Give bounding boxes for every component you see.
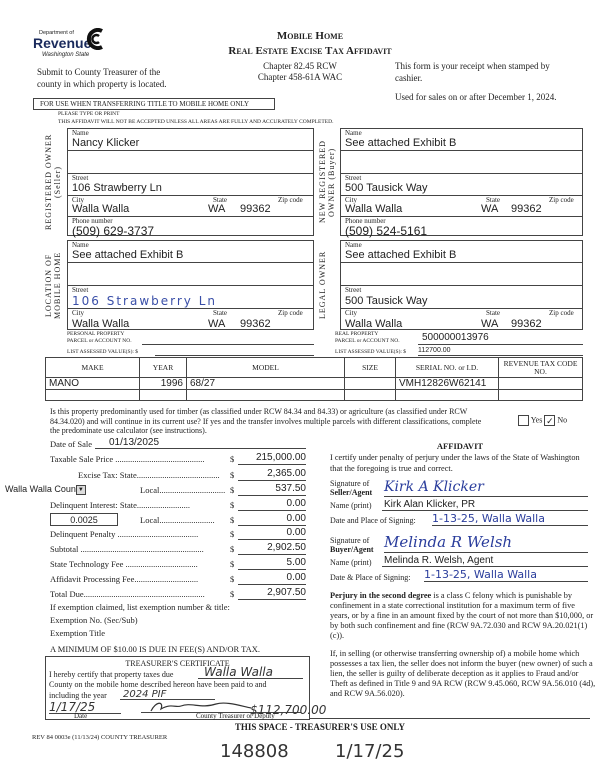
affidavit-processing-fee-label: Affidavit Processing Fee.............................. xyxy=(50,574,199,584)
seller-name-print-label: Name (print) xyxy=(330,501,372,510)
legal-name: See attached Exhibit B xyxy=(345,249,457,261)
seller-name-2-field[interactable] xyxy=(68,151,313,174)
buyer-street-field[interactable] xyxy=(341,174,582,196)
location-city: Walla Walla xyxy=(72,318,130,330)
treasurer-use-only: THIS SPACE - TREASURER'S USE ONLY xyxy=(234,722,406,732)
fee-row-excise-local xyxy=(50,482,306,496)
state-label: State xyxy=(213,309,227,317)
seller-signature[interactable]: Kirk A Klicker xyxy=(384,478,588,497)
col-size: SIZE xyxy=(345,358,396,378)
location-section-label: LOCATION OF MOBILE HOME xyxy=(44,251,62,319)
legal-city-field[interactable] xyxy=(341,309,582,331)
buyer-city: Walla Walla xyxy=(345,203,403,215)
certificate-date-label: Date xyxy=(74,712,88,720)
exemption-no-label: Exemption No. (Sec/Sub) xyxy=(50,615,138,625)
name-label: Name xyxy=(72,129,89,137)
mobile-home-table xyxy=(45,357,583,401)
zip-label: Zip code xyxy=(278,309,303,317)
phone-label: Phone number xyxy=(345,217,386,225)
personal-property-label: PERSONAL PROPERTY xyxy=(67,331,125,337)
affidavit-certify: I certify under penalty of perjury under the laws of the State of Washington that the foregoing is true and correct. xyxy=(330,453,580,473)
receipt-number: 148808 xyxy=(220,741,289,762)
logo-top-text: Department of xyxy=(39,30,74,36)
certificate-line-1: I hereby certify that property taxes due xyxy=(49,670,174,679)
cell-size[interactable] xyxy=(345,378,396,390)
no-label: No xyxy=(557,415,568,425)
dollar-sign: $ xyxy=(230,500,235,510)
receipt-date: 1/17/25 xyxy=(335,741,405,762)
cell-empty[interactable] xyxy=(396,390,499,401)
receipt-line-2: cashier. xyxy=(395,73,423,83)
minimum-due-note: A MINIMUM OF $10.00 IS DUE IN FEE(S) AND/OR TAX. xyxy=(50,644,261,654)
logo-swirl-icon xyxy=(85,28,105,50)
dollar-sign: $ xyxy=(230,485,235,495)
dollar-sign: $ xyxy=(230,559,235,569)
buyer-agent-label: Buyer/Agent xyxy=(330,545,374,554)
seller-box xyxy=(67,128,314,236)
dollar-sign: $ xyxy=(230,544,235,554)
delinquent-interest-local-value[interactable]: 0.00 xyxy=(238,513,306,526)
cell-make[interactable]: MANO xyxy=(46,378,140,390)
seller-name-field[interactable] xyxy=(68,129,313,151)
mobile-only-notice: FOR USE WHEN TRANSFERRING TITLE TO MOBILE HOME ONLY xyxy=(33,98,275,110)
fee-row-affidavit-processing-fee xyxy=(50,571,306,585)
street-label: Street xyxy=(72,286,89,294)
cell-tax-code[interactable] xyxy=(499,378,583,390)
buyer-street: 500 Tausick Way xyxy=(345,182,428,194)
perjury-notice xyxy=(330,591,594,641)
form-title-1: Mobile Home xyxy=(276,30,344,42)
cell-empty[interactable] xyxy=(140,390,187,401)
cell-empty[interactable] xyxy=(499,390,583,401)
col-serial: SERIAL NO. or I.D. xyxy=(396,358,499,378)
legal-name-field[interactable] xyxy=(341,241,582,263)
city-label: City xyxy=(345,196,358,204)
seller-agent-label: Seller/Agent xyxy=(330,488,373,497)
affidavit-title: AFFIDAVIT xyxy=(436,441,484,451)
phone-label: Phone number xyxy=(72,217,113,225)
location-name-field[interactable] xyxy=(68,241,313,263)
location-name-2-field[interactable] xyxy=(68,263,313,286)
location-zip: 99362 xyxy=(240,318,271,330)
seller-name-print[interactable]: Kirk Alan Klicker, PR xyxy=(382,499,588,511)
cell-empty[interactable] xyxy=(46,390,140,401)
dollar-sign: $ xyxy=(230,515,235,525)
certificate-sig-label: County Treasurer or Deputy xyxy=(196,712,275,720)
excise-state-value[interactable]: 2,365.00 xyxy=(238,468,306,481)
state-technology-fee-value[interactable]: 5.00 xyxy=(238,557,306,570)
current-use-question: Is this property predominantly used for timber (as classified under RCW 84.34 and 84.33) or agriculture (as classified under RCW 84.34.020) and will continue in its current use? If yes and the transfer involves multiple parcels with different classifications, complete the predominate use calculator (see instructions). xyxy=(50,407,482,435)
buyer-name: See attached Exhibit B xyxy=(345,137,457,149)
col-year: YEAR xyxy=(140,358,187,378)
buyer-box xyxy=(340,128,583,236)
certificate-county[interactable]: Walla Walla xyxy=(198,666,303,679)
real-assessed-field[interactable]: 112700.00 xyxy=(418,346,583,356)
zip-label: Zip code xyxy=(278,196,303,204)
state-label: State xyxy=(213,196,227,204)
exemption-instructions: If exemption claimed, list exemption number & title: xyxy=(50,602,230,612)
seller-date-place-label: Date and Place of Signing: xyxy=(330,516,416,525)
location-street: 106 Strawberry Ln xyxy=(72,294,218,308)
county-select[interactable] xyxy=(5,484,86,495)
buyer-signature[interactable]: Melinda R Welsh xyxy=(384,532,588,553)
logo-sub-text: Washington State xyxy=(42,52,90,58)
county-select-value: Walla Walla Coun xyxy=(5,484,76,494)
fee-row-state-technology-fee xyxy=(50,556,306,570)
used-for-sales: Used for sales on or after December 1, 2024. xyxy=(395,92,557,102)
seller-zip: 99362 xyxy=(240,203,271,215)
certificate-year[interactable]: 2024 PIF xyxy=(120,689,215,700)
state-label: State xyxy=(486,196,500,204)
fee-row-delinquent-penalty xyxy=(50,526,306,540)
buyer-name-field[interactable] xyxy=(341,129,582,151)
warning-text: THIS AFFIDAVIT WILL NOT BE ACCEPTED UNLESS ALL AREAS ARE FULLY AND ACCURATELY COMPLETED. xyxy=(58,119,334,125)
city-label: City xyxy=(72,309,85,317)
personal-parcel-field[interactable] xyxy=(142,336,314,345)
taxable-sale-price-value[interactable]: 215,000.00 xyxy=(238,452,306,465)
excise-local-value[interactable]: 537.50 xyxy=(238,483,306,496)
location-city-field[interactable] xyxy=(68,309,313,331)
legal-name-2-field[interactable] xyxy=(341,263,582,286)
chapter-rcw: Chapter 82.45 RCW xyxy=(263,61,337,71)
real-assessed-label: LIST ASSESSED VALUE(S): $ xyxy=(335,349,407,355)
subtotal-value[interactable]: 2,902.50 xyxy=(238,542,306,555)
submit-line-1: Submit to County Treasurer of the xyxy=(37,67,161,77)
seller-state: WA xyxy=(208,203,226,215)
local-interest-rate-field[interactable]: 0.0025 xyxy=(50,513,118,526)
name-label: Name xyxy=(72,241,89,249)
seller-city: Walla Walla xyxy=(72,203,130,215)
fee-row-subtotal xyxy=(50,541,306,555)
location-box xyxy=(67,240,314,330)
no-checkbox[interactable]: ✓ xyxy=(546,416,554,426)
fee-row-delinquent-interest-state xyxy=(50,497,306,511)
buyer-state: WA xyxy=(481,203,499,215)
logo-main-text: Revenue xyxy=(33,35,92,51)
buyer-city-field[interactable] xyxy=(341,196,582,217)
delinquent-penalty-value[interactable]: 0.00 xyxy=(238,527,306,540)
legal-city: Walla Walla xyxy=(345,318,403,330)
location-street-field[interactable] xyxy=(68,286,313,309)
street-label: Street xyxy=(345,174,362,182)
zip-label: Zip code xyxy=(549,196,574,204)
certificate-title: TREASURER'S CERTIFICATE xyxy=(125,659,230,668)
buyer-name-print[interactable]: Melinda R. Welsh, Agent xyxy=(382,555,588,567)
cell-model[interactable]: 68/27 xyxy=(187,378,345,390)
fee-row-taxable-sale-price xyxy=(50,451,306,465)
chapter-wac: Chapter 458-61A WAC xyxy=(257,72,343,82)
cell-year[interactable]: 1996 xyxy=(140,378,187,390)
seller-street-field[interactable] xyxy=(68,174,313,196)
street-label: Street xyxy=(345,286,362,294)
cell-empty[interactable] xyxy=(345,390,396,401)
legal-street: 500 Tausick Way xyxy=(345,295,428,307)
dor-logo xyxy=(33,28,113,64)
treasurer-divider xyxy=(310,718,590,719)
yes-checkbox[interactable] xyxy=(518,415,529,426)
legal-owner-box xyxy=(340,240,583,330)
date-of-sale-field[interactable]: 01/13/2025 xyxy=(95,437,306,449)
seller-date-place[interactable]: 1-13-25, Walla Walla xyxy=(432,512,588,526)
col-tax-code: REVENUE TAX CODE NO. xyxy=(499,358,583,378)
seller-city-field[interactable] xyxy=(68,196,313,217)
delinquent-penalty-label: Delinquent Penalty ...................................... xyxy=(50,529,199,539)
seller-phone-field[interactable] xyxy=(68,217,313,237)
certificate-date[interactable]: 1/17/25 xyxy=(49,701,121,714)
legal-street-field[interactable] xyxy=(341,286,582,309)
affidavit-processing-fee-value[interactable]: 0.00 xyxy=(238,572,306,585)
personal-assessed-label: LIST ASSESSED VALUE(S): $ xyxy=(67,349,139,355)
table-row xyxy=(46,390,583,401)
city-label: City xyxy=(345,309,358,317)
dropdown-arrow-icon[interactable]: ▼ xyxy=(76,485,86,495)
seller-phone: (509) 629-3737 xyxy=(72,224,155,238)
dollar-sign: $ xyxy=(230,529,235,539)
buyer-sig-label: Signature of xyxy=(330,536,370,545)
seller-street: 106 Strawberry Ln xyxy=(72,182,162,194)
subtotal-label: Subtotal .......................................................... xyxy=(50,544,204,554)
perjury-bold: Perjury in the second degree xyxy=(330,591,432,600)
col-model: MODEL xyxy=(187,358,345,378)
form-revision: REV 84 0003e (11/13/24) COUNTY TREASURER xyxy=(32,734,168,741)
name-label: Name xyxy=(345,241,362,249)
real-parcel-label: PARCEL or ACCOUNT NO. xyxy=(335,338,400,344)
perjury-text: is a class C felony which is punishable by confinement in a state correctional institution for a maximum term of five years, or by a fine in an amount fixed by the court of not more than $10,000, or by both such confinement and fine (RCW 9A.72.030 and RCW 9A.20.021(1)(c)). xyxy=(330,591,594,640)
table-row xyxy=(46,378,583,390)
delinquent-interest-state-value[interactable]: 0.00 xyxy=(238,498,306,511)
col-make: MAKE xyxy=(46,358,140,378)
fee-row-excise-state xyxy=(50,467,306,481)
legal-zip: 99362 xyxy=(511,318,542,330)
use-checkboxes xyxy=(518,415,567,426)
total-due-label: Total Due......................................................... xyxy=(50,589,205,599)
dollar-sign: $ xyxy=(230,574,235,584)
form-title-2: Real Estate Excise Tax Affidavit xyxy=(228,45,392,57)
state-label: State xyxy=(486,309,500,317)
date-of-sale-label: Date of Sale xyxy=(50,439,93,449)
delinquent-interest-state-label: Delinquent Interest: State......................... xyxy=(50,500,190,510)
delinquent-interest-local-label: Local.......................... xyxy=(140,515,215,525)
real-parcel-field[interactable]: 500000013976 xyxy=(418,332,583,345)
state-technology-fee-label: State Technology Fee .................................. xyxy=(50,559,198,569)
exemption-title-label: Exemption Title xyxy=(50,628,106,638)
excise-state-label: Excise Tax: State....................................... xyxy=(78,470,220,480)
dollar-sign: $ xyxy=(230,589,235,599)
receipt-line-1: This form is your receipt when stamped by xyxy=(395,61,550,71)
personal-assessed-field[interactable] xyxy=(155,347,314,356)
name-label: Name xyxy=(345,129,362,137)
certificate-line-2: County on the mobile home described hereon have been paid to and xyxy=(49,680,267,689)
buyer-date-place-label: Date & Place of Signing: xyxy=(330,573,411,582)
buyer-phone: (509) 524-5161 xyxy=(345,224,428,238)
personal-parcel-label: PARCEL or ACCOUNT NO. xyxy=(67,338,132,344)
street-label: Street xyxy=(72,174,89,182)
cell-serial[interactable]: VMH12826W62141 xyxy=(396,378,499,390)
taxable-sale-price-label: Taxable Sale Price .......................................... xyxy=(50,454,205,464)
buyer-zip: 99362 xyxy=(511,203,542,215)
tax-lien-notice: If, in selling (or otherwise transferring ownership of) a mobile home which possesses a tax lien, the seller does not inform the buyer (new owner) of such a lien, the seller is guilty of deliberate deception as it applies to Fraud and/or Theft as defined in Title 9 and 9A RCW (RCW 9.45.060, RCW 9A.56.010 (4d), and RCW 9A.56.020). xyxy=(330,649,596,698)
total-due-value[interactable]: 2,907.50 xyxy=(238,587,306,600)
fee-row-total-due xyxy=(50,586,306,600)
legal-owner-section-label: LEGAL OWNER xyxy=(318,250,327,320)
seller-sig-label: Signature of xyxy=(330,479,370,488)
location-state: WA xyxy=(208,318,226,330)
real-property-label: REAL PROPERTY xyxy=(335,331,379,337)
buyer-date-place[interactable]: 1-13-25, Walla Walla xyxy=(424,568,588,582)
handwritten-value: $112,700.00 xyxy=(250,703,327,717)
buyer-name-print-label: Name (print) xyxy=(330,558,372,567)
buyer-phone-field[interactable] xyxy=(341,217,582,237)
legal-state: WA xyxy=(481,318,499,330)
dollar-sign: $ xyxy=(230,470,235,480)
buyer-section-label: NEW REGISTERED OWNER (Buyer) xyxy=(318,140,336,224)
buyer-name-2-field[interactable] xyxy=(341,151,582,174)
city-label: City xyxy=(72,196,85,204)
certificate-line-3: including the year xyxy=(49,691,107,700)
excise-local-label: Local............................... xyxy=(140,485,226,495)
seller-section-label: REGISTERED OWNER (Seller) xyxy=(44,133,62,231)
yes-label: Yes xyxy=(530,415,543,425)
cell-empty[interactable] xyxy=(187,390,345,401)
submit-line-2: county in which property is located. xyxy=(37,79,167,89)
please-type: PLEASE TYPE OR PRINT xyxy=(58,111,120,117)
location-name: See attached Exhibit B xyxy=(72,249,184,261)
dollar-sign: $ xyxy=(230,454,235,464)
seller-name: Nancy Klicker xyxy=(72,137,140,149)
zip-label: Zip code xyxy=(549,309,574,317)
